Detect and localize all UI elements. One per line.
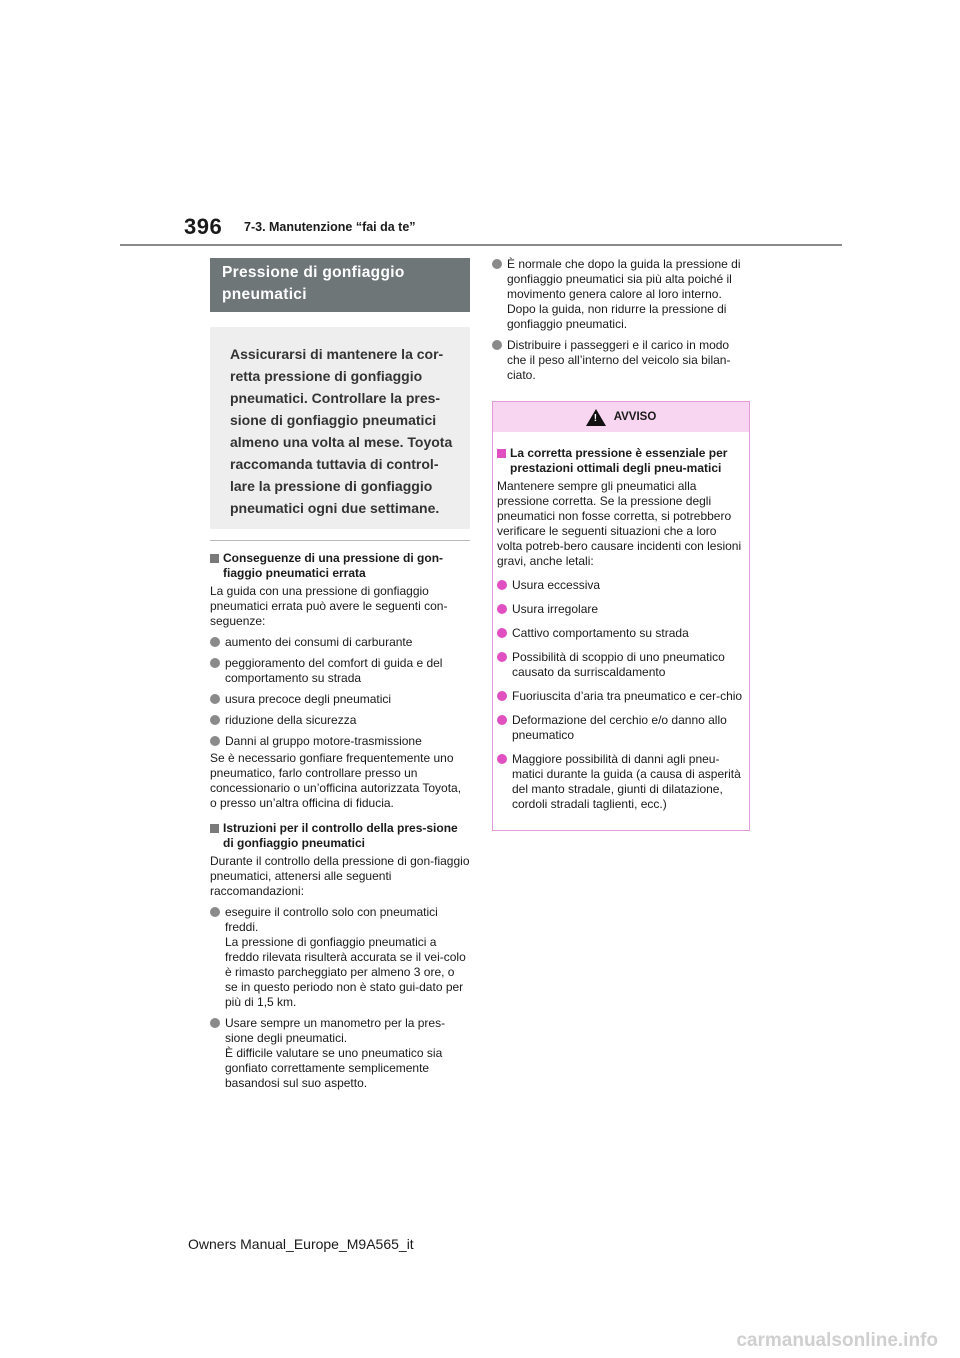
bullet-dot-icon — [497, 715, 507, 725]
list-item: Usura irregolare — [497, 602, 745, 617]
list-item: È normale che dopo la guida la pressione di gonfiaggio pneumatici sia più alta poiché il movimento genera calore al loro interno. Dopo la guida, non ridurre la pressione di gonfiaggio pneumatici. — [492, 257, 750, 332]
intro-line: retta pressione di gonfiaggio — [230, 368, 423, 384]
list-item-main: eseguire il controllo solo con pneumatici freddi. — [225, 905, 438, 934]
section-intro: Durante il controllo della pressione di gon-fiaggio pneumatici, attenersi alle seguenti raccomandazioni: — [210, 854, 470, 898]
bullet-dot-icon — [497, 628, 507, 638]
bullet-dot-icon — [210, 736, 220, 746]
section-closing: Se è necessario gonfiare frequentemente uno pneumatico, farlo controllare presso un concessionario o un’officina autorizzata Toyota, o presso un’altra officina di fiducia. — [210, 751, 462, 810]
warning-heading — [497, 446, 745, 476]
list-item: Danni al gruppo motore-trasmissione — [210, 734, 470, 749]
intro-line: pneumatici. Controllare la pres- — [230, 390, 441, 406]
list-item — [210, 905, 470, 1010]
bullet-dot-icon — [497, 580, 507, 590]
list-item: Cattivo comportamento su strada — [497, 626, 745, 641]
section-heading — [210, 821, 470, 851]
list-item: riduzione della sicurezza — [210, 713, 470, 728]
bullet-dot-icon — [497, 754, 507, 764]
bullet-dot-icon — [210, 637, 220, 647]
warning-header — [493, 402, 749, 432]
list-item: Usura eccessiva — [497, 578, 745, 593]
square-bullet-icon — [210, 824, 219, 833]
section-heading — [210, 551, 470, 581]
section-intro: La guida con una pressione di gonfiaggio pneumatici errata può avere le seguenti con-seguenze: — [210, 584, 448, 628]
topic-title-line: Pressione di gonfiaggio — [222, 264, 405, 281]
section-heading-text: Conseguenze di una pressione di gon-fiaggio pneumatici errata — [223, 551, 444, 580]
header-rule — [120, 244, 842, 246]
list-item: aumento dei consumi di carburante — [210, 635, 470, 650]
list-item: peggioramento del comfort di guida e del comportamento su strada — [210, 656, 470, 686]
intro-line: lare la pressione di gonfiaggio — [230, 478, 433, 494]
footer-text: Owners Manual_Europe_M9A565_it — [188, 1236, 414, 1252]
bullet-dot-icon — [210, 658, 220, 668]
square-bullet-icon — [497, 449, 506, 458]
bullet-dot-icon — [492, 259, 502, 269]
intro-box — [210, 327, 470, 529]
bullet-dot-icon — [210, 1018, 220, 1028]
section-heading-text: Istruzioni per il controllo della pres-sione di gonfiaggio pneumatici — [223, 821, 458, 850]
bullet-dot-icon — [492, 340, 502, 350]
warning-triangle-icon: ! — [586, 409, 606, 426]
list-item — [210, 1016, 470, 1091]
list-item: Possibilità di scoppio di uno pneumatico causato da surriscaldamento — [497, 650, 745, 680]
watermark: carmanualsonline.info — [736, 1330, 938, 1351]
list-item: Fuoriuscita d’aria tra pneumatico e cer-chio — [497, 689, 745, 704]
list-item: Distribuire i passeggeri e il carico in modo che il peso all’interno del veicolo sia bilan-ciato. — [492, 338, 750, 383]
warning-heading-text: La corretta pressione è essenziale per prestazioni ottimali degli pneu-matici — [510, 446, 728, 475]
warning-box — [492, 401, 750, 831]
square-bullet-icon — [210, 554, 219, 563]
bullet-dot-icon — [210, 715, 220, 725]
warning-intro: Mantenere sempre gli pneumatici alla pressione corretta. Se la pressione degli pneumatici non fosse corretta, si potrebbero verificare le seguenti situazioni che a loro volta potreb-bero causare incidenti con lesioni gravi, anche letali: — [497, 479, 742, 568]
list-item-detail: La pressione di gonfiaggio pneumatici a freddo rilevata risulterà accurata se il vei-colo è rimasto parcheggiato per almeno 3 ore, o se in questo periodo non è stato gui-dato per più di 1,5 km. — [225, 935, 466, 1009]
bullet-dot-icon — [210, 907, 220, 917]
page-number: 396 — [184, 214, 223, 239]
bullet-dot-icon — [497, 691, 507, 701]
list-item-detail: È difficile valutare se uno pneumatico sia gonfiato correttamente semplicemente basandosi sul suo aspetto. — [225, 1046, 443, 1090]
intro-line: pneumatici ogni due settimane. — [230, 500, 440, 516]
section-divider — [210, 540, 470, 541]
list-item: Deformazione del cerchio e/o danno allo pneumatico — [497, 713, 745, 743]
intro-line: raccomanda tuttavia di control- — [230, 456, 439, 472]
warning-body — [493, 432, 749, 812]
right-column — [492, 257, 750, 831]
bullet-dot-icon — [497, 652, 507, 662]
topic-title-box — [210, 258, 470, 312]
intro-line: sione di gonfiaggio pneumatici — [230, 412, 437, 428]
warning-label: AVVISO — [613, 410, 657, 423]
bullet-dot-icon — [210, 694, 220, 704]
list-item: Maggiore possibilità di danni agli pneu-matici durante la guida (a causa di asperità del manto stradale, giunti di dilatazione, cordoli stradali taglienti, ecc.) — [497, 752, 745, 812]
intro-line: Assicurarsi di mantenere la cor- — [230, 346, 444, 362]
left-column — [210, 258, 470, 1095]
topic-title-line: pneumatici — [222, 286, 307, 303]
list-item: usura precoce degli pneumatici — [210, 692, 470, 707]
list-item-main: Usare sempre un manometro per la pres-sione degli pneumatici. — [225, 1016, 446, 1045]
intro-line: almeno una volta al mese. Toyota — [230, 434, 453, 450]
bullet-dot-icon — [497, 604, 507, 614]
section-title: 7-3. Manutenzione “fai da te” — [244, 220, 416, 234]
